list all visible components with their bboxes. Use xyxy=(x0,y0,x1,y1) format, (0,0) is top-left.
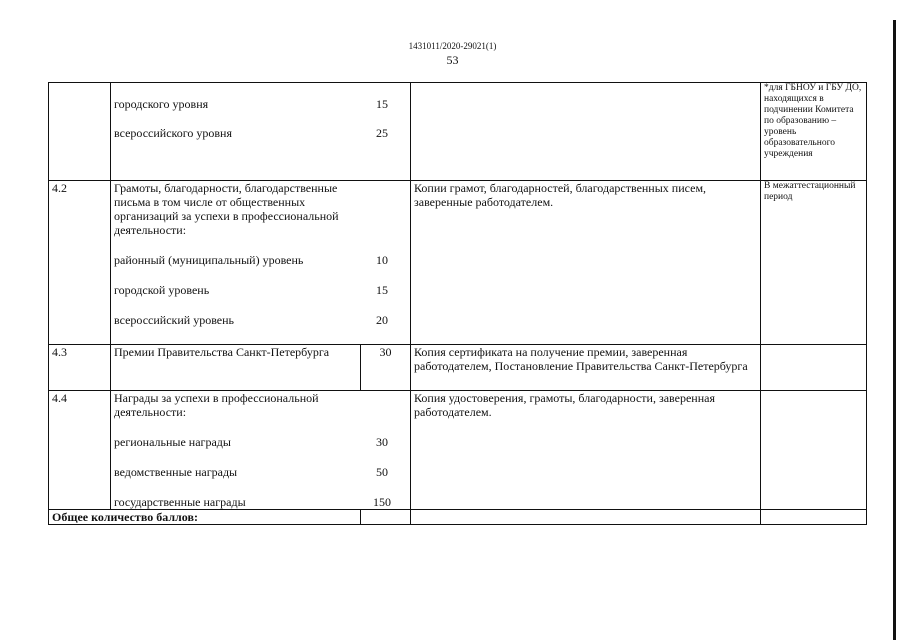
row-number: 4.4 xyxy=(49,391,111,510)
sub-item xyxy=(114,313,407,327)
criterion-title: Грамоты, благодарности, благодарственные письма в том числе от общественных организаций за успехи в профессиональной деятельности: xyxy=(114,181,339,237)
total-note xyxy=(761,510,867,525)
sub-item-points: 150 xyxy=(373,495,391,509)
document-cell: Копия удостоверения, грамоты, благодарности, заверенная работодателем. xyxy=(411,391,761,510)
sub-item-label: городской уровень xyxy=(114,283,210,297)
criterion-cell xyxy=(111,181,411,345)
sub-item xyxy=(114,435,407,449)
sub-item-points: 10 xyxy=(376,253,388,267)
sub-item xyxy=(114,465,407,479)
total-label: Общее количество баллов: xyxy=(49,510,361,525)
sub-item xyxy=(114,126,407,140)
table-row xyxy=(49,83,867,181)
sub-item xyxy=(114,253,407,267)
total-document xyxy=(411,510,761,525)
criteria-table xyxy=(48,82,867,525)
total-points xyxy=(361,510,411,525)
document-cell: Копия сертификата на получение премии, заверенная работодателем, Постановление Правительства Санкт-Петербурга xyxy=(411,345,761,391)
criterion-cell xyxy=(111,391,411,510)
sub-item-points: 50 xyxy=(376,465,388,479)
note-cell: *для ГБНОУ и ГБУ ДО, находящихся в подчинении Комитета по образованию – уровень образовательного учреждения xyxy=(761,83,867,181)
total-row xyxy=(49,510,867,525)
note-cell: В межаттестационный период xyxy=(761,181,867,345)
row-number xyxy=(49,83,111,181)
sub-item-label: городского уровня xyxy=(114,97,209,111)
sub-item-points: 20 xyxy=(376,313,388,327)
sub-item-label: ведомственные награды xyxy=(114,465,238,479)
scan-edge-line xyxy=(893,20,896,640)
note-cell xyxy=(761,391,867,510)
sub-item xyxy=(114,97,407,111)
sub-item xyxy=(114,283,407,297)
note-cell xyxy=(761,345,867,391)
document-cell xyxy=(411,83,761,181)
document-cell: Копии грамот, благодарностей, благодарственных писем, заверенные работодателем. xyxy=(411,181,761,345)
sub-item-points: 25 xyxy=(376,126,388,140)
sub-item-label: всероссийский уровень xyxy=(114,313,235,327)
row-number: 4.2 xyxy=(49,181,111,345)
sub-item-points: 15 xyxy=(376,97,388,111)
criterion-title: Премии Правительства Санкт-Петербурга xyxy=(111,345,361,391)
sub-item-label: государственные награды xyxy=(114,495,246,509)
sub-item-label: районный (муниципальный) уровень xyxy=(114,253,304,267)
criterion-title: Награды за успехи в профессиональной деятельности: xyxy=(114,391,319,419)
table-row xyxy=(49,181,867,345)
row-number: 4.3 xyxy=(49,345,111,391)
table-row xyxy=(49,391,867,510)
points-cell: 30 xyxy=(361,345,411,391)
sub-item-points: 30 xyxy=(376,435,388,449)
sub-item-points: 15 xyxy=(376,283,388,297)
criterion-cell xyxy=(111,83,411,181)
sub-item-label: региональные награды xyxy=(114,435,231,449)
document-code: 1431011/2020-29021(1) xyxy=(408,41,497,51)
sub-item xyxy=(114,495,407,509)
sub-item-label: всероссийского уровня xyxy=(114,126,232,140)
page-number: 53 xyxy=(446,53,459,67)
table-row xyxy=(49,345,867,391)
